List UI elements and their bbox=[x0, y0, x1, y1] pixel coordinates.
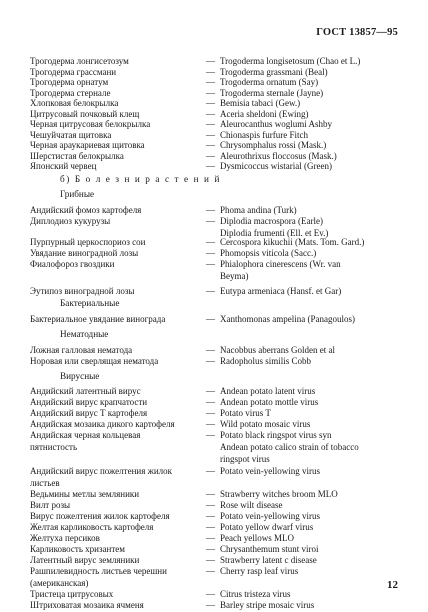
russian-name: Эутипоз виноградной лозы bbox=[30, 286, 135, 296]
latin-name: Potato black ringspot virus syn bbox=[220, 430, 332, 440]
latin-name: Aleurothrixus floccosus (Mask.) bbox=[220, 150, 337, 161]
russian-name: Трогодерма грассмани bbox=[30, 66, 117, 77]
latin-name: Dysmicoccus wistarial (Green) bbox=[220, 161, 332, 171]
latin-name: Radopholus similis Cobb bbox=[220, 356, 312, 366]
list-item bbox=[0, 314, 428, 326]
latin-name: Trogoderma longisetosum (Chao et L.) bbox=[220, 56, 361, 66]
dash-separator: — bbox=[206, 98, 215, 108]
russian-name: Желтуха персиков bbox=[30, 533, 100, 543]
russian-name-cont: (американская) bbox=[30, 578, 89, 588]
latin-name: Strawberry witches broom MLO bbox=[220, 489, 338, 499]
dash-separator: — bbox=[206, 56, 215, 66]
russian-name: Норовая или сверлящая нематода bbox=[30, 356, 159, 366]
list-item bbox=[0, 600, 428, 612]
latin-name: Andean potato latent virus bbox=[220, 386, 316, 396]
dash-separator: — bbox=[206, 397, 215, 407]
russian-name: Вилт розы bbox=[30, 500, 71, 510]
dash-separator: — bbox=[206, 161, 215, 171]
russian-name: Чешуйчатая щитовка bbox=[30, 129, 112, 140]
russian-name: Андийская мозаика дикого картофеля bbox=[30, 419, 175, 429]
dash-separator: — bbox=[206, 286, 215, 296]
russian-name: Андийский латентный вирус bbox=[30, 386, 141, 396]
russian-name: Рашпилевидность листьев черешни bbox=[30, 566, 167, 576]
dash-separator: — bbox=[206, 216, 215, 226]
russian-name: Карликовость хризантем bbox=[30, 544, 125, 554]
list-item bbox=[0, 216, 428, 228]
latin-name: Strawberry latent c disease bbox=[220, 555, 317, 565]
dash-separator: — bbox=[206, 544, 215, 554]
russian-name: Диплодиоз кукурузы bbox=[30, 216, 111, 226]
page-number: 12 bbox=[387, 579, 398, 591]
dash-separator: — bbox=[206, 419, 215, 429]
russian-name: Трогодерма лонгисетозум bbox=[30, 56, 129, 66]
russian-name: Шерстистая белокрылка bbox=[30, 150, 124, 161]
subsection-heading: Вирусные bbox=[60, 371, 100, 381]
latin-name: Potato virus T bbox=[220, 408, 271, 418]
latin-name: Potato vein-yellowing virus bbox=[220, 466, 320, 476]
latin-name: Nacobbus aberrans Golden et al bbox=[220, 345, 335, 355]
document-header: ГОСТ 13857—95 bbox=[316, 27, 398, 38]
list-item bbox=[0, 259, 428, 271]
latin-name: Phomopsis viticola (Sacc.) bbox=[220, 248, 317, 258]
latin-name: Xanthomonas ampelina (Panagoulos) bbox=[220, 314, 355, 324]
russian-name: Тристеца цитрусовых bbox=[30, 589, 114, 599]
dash-separator: — bbox=[206, 66, 215, 77]
list-item bbox=[0, 286, 428, 298]
latin-name: Bemisia tabaci (Gew.) bbox=[220, 98, 301, 108]
russian-name: Андийская черная кольцевая bbox=[30, 430, 141, 440]
russian-name: Желтая карликовость картофеля bbox=[30, 522, 154, 532]
dash-separator: — bbox=[206, 430, 215, 440]
dash-separator: — bbox=[206, 386, 215, 396]
dash-separator: — bbox=[206, 566, 215, 576]
latin-name: Barley stripe mosaic virus bbox=[220, 600, 315, 610]
list-item bbox=[0, 566, 428, 578]
dash-separator: — bbox=[206, 77, 215, 87]
subsection-heading: Грибные bbox=[60, 189, 95, 199]
dash-separator: — bbox=[206, 533, 215, 543]
latin-name-cont: Diplodia frumenti (Ell. et Ev.) bbox=[220, 228, 329, 238]
russian-name: Цитрусовый почковый клещ bbox=[30, 108, 140, 119]
latin-name: Peach yellows MLO bbox=[220, 533, 294, 543]
dash-separator: — bbox=[206, 237, 215, 247]
russian-name: Хлопковая белокрылка bbox=[30, 98, 119, 108]
subsection-heading: Бактериальные bbox=[60, 298, 120, 308]
russian-name: Японский червец bbox=[30, 161, 97, 171]
dash-separator: — bbox=[206, 140, 215, 150]
russian-name: Ложная галловая нематода bbox=[30, 345, 133, 355]
latin-name: Cherry rasp leaf virus bbox=[220, 566, 299, 576]
section-heading: б) Б о л е з н и р а с т е н и й bbox=[60, 174, 221, 184]
dash-separator: — bbox=[206, 511, 215, 521]
latin-name: Potato yellow dwarf virus bbox=[220, 522, 314, 532]
latin-name: Wild potato mosaic virus bbox=[220, 419, 311, 429]
dash-separator: — bbox=[206, 259, 215, 269]
dash-separator: — bbox=[206, 589, 215, 599]
russian-name-cont: листьев bbox=[30, 478, 60, 488]
russian-name: Пурпурный церкоспориоз сои bbox=[30, 237, 146, 247]
dash-separator: — bbox=[206, 408, 215, 418]
russian-name: Андийский фомоз картофеля bbox=[30, 205, 142, 215]
list-item bbox=[0, 466, 428, 478]
russian-name: Увядание виноградной лозы bbox=[30, 248, 139, 258]
russian-name: Трогодерма орнатум bbox=[30, 77, 109, 87]
list-item-continuation bbox=[0, 271, 428, 283]
dash-separator: — bbox=[206, 466, 215, 476]
dash-separator: — bbox=[206, 205, 215, 215]
latin-name: Chrysanthemum stunt viroi bbox=[220, 544, 319, 554]
latin-name: Trogoderma sternale (Jayne) bbox=[220, 87, 324, 98]
latin-name: Citrus tristeza virus bbox=[220, 589, 291, 599]
russian-name: Вирус пожелтения жилок картофеля bbox=[30, 511, 170, 521]
dash-separator: — bbox=[206, 150, 215, 161]
dash-separator: — bbox=[206, 356, 215, 366]
russian-name: Черная араукариевая щитовка bbox=[30, 140, 145, 150]
latin-name: Potato vein-yellowing virus bbox=[220, 511, 320, 521]
latin-name: Cercospora kikuchii (Mats. Tom. Gard.) bbox=[220, 237, 365, 247]
latin-name: Chrysomphalus rossi (Mask.) bbox=[220, 140, 327, 150]
russian-name: Ведьмины метлы земляники bbox=[30, 489, 140, 499]
list-item-continuation bbox=[0, 454, 428, 466]
russian-name: Фиалофороз гвоздики bbox=[30, 259, 115, 269]
list-item bbox=[0, 430, 428, 442]
latin-name: Diplodia macrospora (Earle) bbox=[220, 216, 323, 226]
latin-name: Aceria sheldoni (Ewing) bbox=[220, 108, 309, 119]
russian-name: Андийский вирус крапчатости bbox=[30, 397, 148, 407]
russian-name: Бактериальное увядание винограда bbox=[30, 314, 166, 324]
latin-name-cont: ringspot virus bbox=[220, 454, 270, 464]
latin-name: Andean potato mottle virus bbox=[220, 397, 319, 407]
russian-name: Черная цитрусовая белокрылка bbox=[30, 119, 151, 129]
dash-separator: — bbox=[206, 248, 215, 258]
latin-name: Rose wilt disease bbox=[220, 500, 283, 510]
dash-separator: — bbox=[206, 119, 215, 129]
latin-name: Trogoderma grassmani (Beal) bbox=[220, 66, 328, 77]
dash-separator: — bbox=[206, 129, 215, 140]
dash-separator: — bbox=[206, 555, 215, 565]
latin-name: Eutypa armeniaca (Hansf. et Gar) bbox=[220, 286, 342, 296]
latin-name: Trogoderma ornatum (Say) bbox=[220, 77, 319, 87]
russian-name-cont: пятнистость bbox=[30, 442, 78, 452]
russian-name: Штриховатая мозаика ячменя bbox=[30, 600, 144, 610]
latin-name-cont: Beyma) bbox=[220, 271, 249, 281]
list-item-continuation bbox=[0, 442, 428, 454]
dash-separator: — bbox=[206, 314, 215, 324]
dash-separator: — bbox=[206, 489, 215, 499]
russian-name: Латентный вирус земляники bbox=[30, 555, 140, 565]
dash-separator: — bbox=[206, 600, 215, 610]
dash-separator: — bbox=[206, 345, 215, 355]
dash-separator: — bbox=[206, 108, 215, 119]
dash-separator: — bbox=[206, 500, 215, 510]
latin-name: Phoma andina (Turk) bbox=[220, 205, 297, 215]
list-item bbox=[0, 161, 428, 173]
latin-name: Aleurocanthus woglumi Ashby bbox=[220, 119, 332, 129]
russian-name: Андийский вирус пожелтения жилок bbox=[30, 466, 172, 476]
latin-name-cont: Andean potato calico strain of tobacco bbox=[220, 442, 359, 452]
latin-name: Phialophora cinerescens (Wr. van bbox=[220, 259, 341, 269]
dash-separator: — bbox=[206, 522, 215, 532]
list-item bbox=[0, 356, 428, 368]
dash-separator: — bbox=[206, 87, 215, 98]
subsection-heading: Нематодные bbox=[60, 329, 109, 339]
latin-name: Chionaspis furfure Fitch bbox=[220, 129, 308, 140]
russian-name: Андийский вирус Т картофеля bbox=[30, 408, 148, 418]
russian-name: Трогодерма стернале bbox=[30, 87, 111, 98]
